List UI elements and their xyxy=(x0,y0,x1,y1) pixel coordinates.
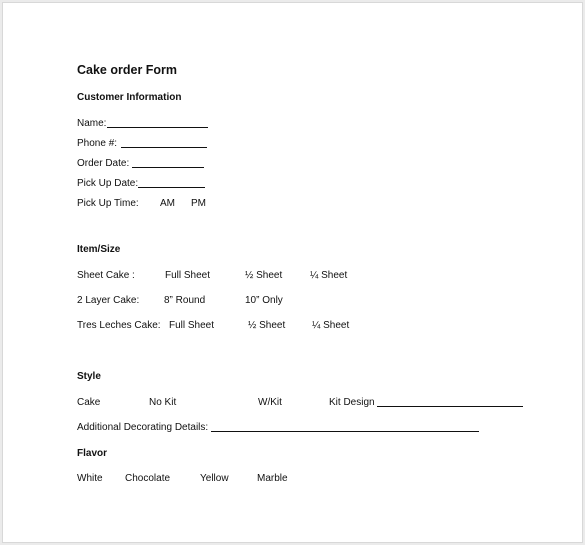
style-no-kit-option[interactable]: No Kit xyxy=(149,397,177,408)
sheet-cake-full-option[interactable]: Full Sheet xyxy=(165,270,211,281)
kit-design-field-line[interactable] xyxy=(377,406,523,407)
style-cake-label: Cake xyxy=(77,397,101,408)
name-field-line[interactable] xyxy=(107,127,208,128)
tres-leches-quarter-option[interactable]: ¼ Sheet xyxy=(312,320,350,331)
form-page xyxy=(2,2,583,543)
customer-info-heading: Customer Information xyxy=(77,92,182,103)
phone-field-line[interactable] xyxy=(121,147,207,148)
flavor-marble-option[interactable]: Marble xyxy=(257,473,288,484)
flavor-yellow-option[interactable]: Yellow xyxy=(200,473,229,484)
style-w-kit-option[interactable]: W/Kit xyxy=(258,397,282,408)
layer-cake-8-round-option[interactable]: 8” Round xyxy=(164,295,206,306)
sheet-cake-quarter-option[interactable]: ¼ Sheet xyxy=(310,270,348,281)
kit-design-label: Kit Design xyxy=(329,397,375,408)
pickup-time-am[interactable]: AM xyxy=(160,198,175,209)
sheet-cake-label: Sheet Cake : xyxy=(77,270,135,281)
tres-leches-label: Tres Leches Cake: xyxy=(77,320,161,331)
order-date-field-line[interactable] xyxy=(132,167,204,168)
layer-cake-label: 2 Layer Cake: xyxy=(77,295,140,306)
additional-details-label: Additional Decorating Details: xyxy=(77,422,209,433)
layer-cake-10-only-option[interactable]: 10” Only xyxy=(245,295,283,306)
sheet-cake-half-option[interactable]: ½ Sheet xyxy=(245,270,283,281)
pickup-time-pm[interactable]: PM xyxy=(191,198,206,209)
pickup-date-field-line[interactable] xyxy=(138,187,205,188)
additional-details-field-line[interactable] xyxy=(211,431,479,432)
order-date-label: Order Date: xyxy=(77,158,130,169)
tres-leches-half-option[interactable]: ½ Sheet xyxy=(248,320,286,331)
flavor-white-option[interactable]: White xyxy=(77,473,103,484)
name-label: Name: xyxy=(77,118,107,129)
style-heading: Style xyxy=(77,371,101,382)
flavor-heading: Flavor xyxy=(77,448,108,459)
item-size-heading: Item/Size xyxy=(77,244,121,255)
phone-label: Phone #: xyxy=(77,138,118,149)
pickup-time-label: Pick Up Time: xyxy=(77,198,139,209)
flavor-chocolate-option[interactable]: Chocolate xyxy=(125,473,171,484)
tres-leches-full-option[interactable]: Full Sheet xyxy=(169,320,215,331)
pickup-date-label: Pick Up Date: xyxy=(77,178,139,189)
form-title: Cake order Form xyxy=(77,63,178,77)
